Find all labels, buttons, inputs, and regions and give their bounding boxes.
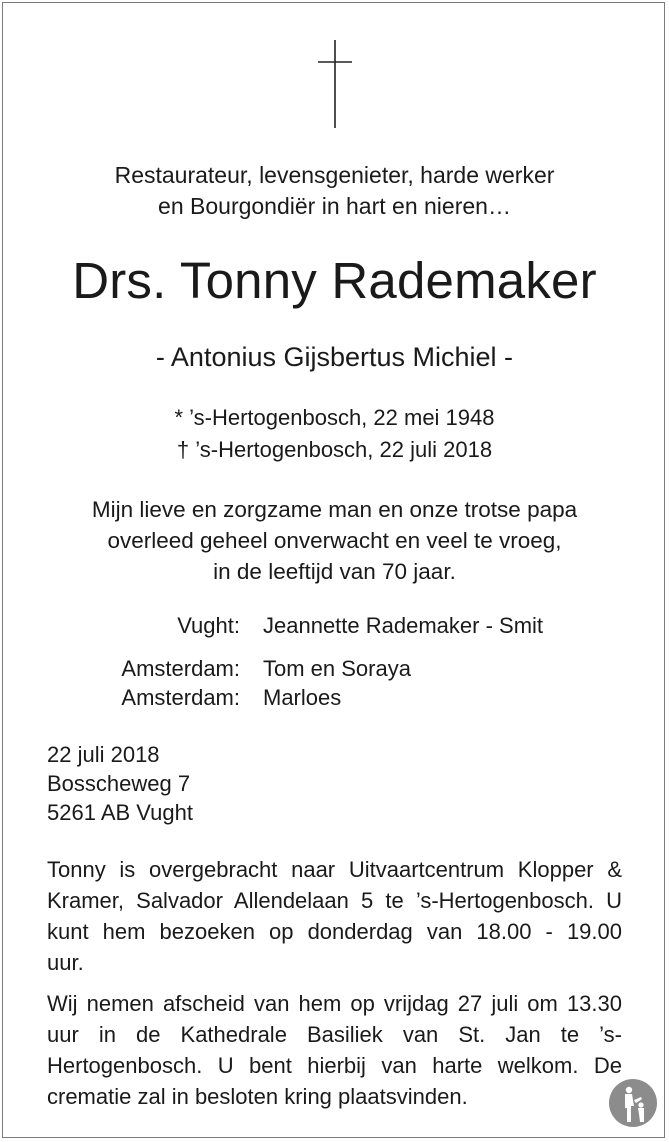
family-row [0, 611, 669, 640]
memorial-logo-icon [608, 1078, 658, 1128]
family-row [0, 654, 669, 683]
deceased-name: Drs. Tonny Rademaker [72, 252, 597, 309]
family-person: Marloes [263, 685, 342, 710]
mourning-message [0, 494, 669, 587]
family-children [0, 654, 669, 712]
family-place: Amsterdam: [121, 656, 240, 681]
address-line: Bosscheweg 7 [47, 771, 191, 796]
life-dates [0, 402, 669, 466]
family-person: Jeannette Rademaker - Smit [263, 613, 544, 638]
message-line: Mijn lieve en zorgzame man en onze trotse papa [91, 497, 578, 522]
family-spouse [0, 611, 669, 640]
address-line: 22 juli 2018 [47, 742, 160, 767]
motto [0, 160, 669, 222]
motto-line: en Bourgondiër in hart en nieren… [158, 193, 511, 219]
full-name: - Antonius Gijsbertus Michiel - [155, 342, 514, 372]
motto-line: Restaurateur, levensgenieter, harde werker [114, 162, 555, 188]
farewell-paragraph: Wij nemen afscheid van hem op vrijdag 27 juli om 13.30 uur in de Kathedrale Basiliek van St. Jan te ’s-Hertogenbosch. U bent hierbij van harte welkom. De crematie zal in besloten kring plaatsvinden. [47, 991, 622, 1109]
address-line: 5261 AB Vught [47, 800, 193, 825]
family-person: Tom en Soraya [263, 656, 411, 681]
birth-line: * ’s-Hertogenbosch, 22 mei 1948 [174, 405, 495, 430]
visitation-paragraph: Tonny is overgebracht naar Uitvaartcentrum Klopper & Kramer, Salvador Allendelaan 5 te ’s-Hertogenbosch. U kunt hem bezoeken op donderdag van 18.00 - 19.00 uur. [47, 857, 622, 975]
family-place: Amsterdam: [121, 685, 240, 710]
address-block [47, 740, 193, 827]
message-line: in de leeftijd van 70 jaar. [213, 559, 456, 584]
family-place: Vught: [177, 613, 240, 638]
death-line: † ’s-Hertogenbosch, 22 juli 2018 [176, 437, 493, 462]
cross-icon [318, 40, 352, 128]
family-row [0, 683, 669, 712]
message-line: overleed geheel onverwacht en veel te vroeg, [107, 528, 562, 553]
